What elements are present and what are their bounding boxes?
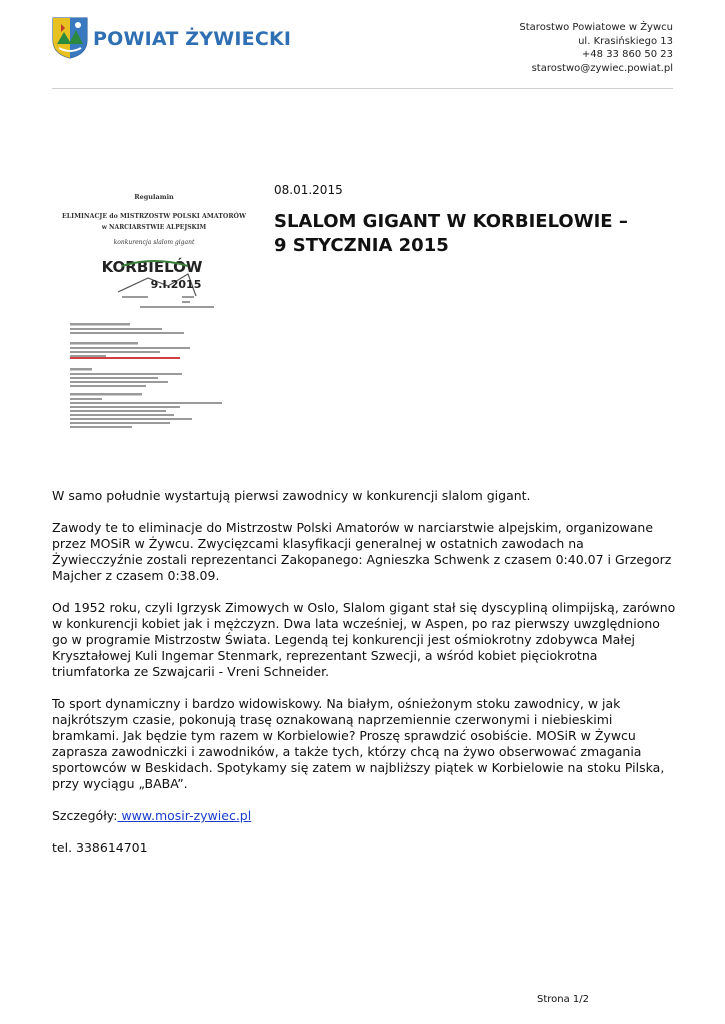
office-email: starostwo@zywiec.powiat.pl bbox=[531, 62, 673, 74]
office-phone: +48 33 860 50 23 bbox=[581, 49, 673, 60]
article-body bbox=[52, 488, 677, 872]
header-divider bbox=[52, 88, 673, 89]
contact-block bbox=[519, 21, 673, 75]
article-date: 08.01.2015 bbox=[274, 183, 343, 197]
office-name: Starostwo Powiatowe w Żywcu bbox=[519, 22, 673, 33]
article-paragraph: Zawody te to eliminacje do Mistrzostw Polski Amatorów w narciarstwie alpejskim, organizowane przez MOSiR w Żywcu. Zwycięzcami klasyfikacji generalnej w ostatnich zawodach na Żywiecczyźnie zostali reprezentanci Zakopanego: Agnieszka Schwenk z czasem 0:40.07 i Grzegorz Majcher z czasem 0:38.09. bbox=[52, 520, 672, 583]
logo bbox=[51, 16, 291, 60]
poster-line: Regulamin bbox=[134, 193, 174, 201]
details-label: Szczegóły: bbox=[52, 808, 118, 823]
poster-line: ELIMINACJE do MISTRZOSTW POLSKI AMATORÓW bbox=[62, 213, 239, 220]
article-paragraph: To sport dynamiczny i bardzo widowiskowy. Na białym, ośnieżonym stoku zawodnicy, w jak najkrótszym czasie, pokonują trasę oznakowaną naprzemiennie czerwonymi i niebieskimi bramkami. Jak będzie tym razem w Korbielowie? Proszę sprawdzić osobiście. MOSiR w Żywcu zaprasza zawodniczki i zawodników, a także tych, którzy chcą na żywo obserwować zmagania sportowców w Beskidach. Spotykamy się zatem w najbliższy piątek w Korbielowie na stoku Pilska, przy wyciągu „BABA”. bbox=[52, 696, 665, 791]
poster-line: KORBIELÓW bbox=[101, 258, 203, 276]
article-paragraph: W samo południe wystartują pierwsi zawodnicy w konkurencji slalom gigant. bbox=[52, 488, 531, 503]
coat-of-arms-icon bbox=[51, 16, 89, 60]
poster-line: konkurencja slalom gigant bbox=[113, 239, 195, 246]
event-poster-image bbox=[56, 178, 252, 440]
article-title: SLALOM GIGANT W KORBIELOWIE – 9 STYCZNIA 2015 bbox=[274, 211, 628, 256]
page-number: Strona 1/2 bbox=[537, 994, 590, 1005]
article-paragraph: Od 1952 roku, czyli Igrzysk Zimowych w Oslo, Slalom gigant stał się dyscypliną olimpijską, zarówno w konkurencji kobiet jak i mężczyzn. Dwa lata wcześniej, w Aspen, po raz pierwszy uwzględniono go w programie Mistrzostw Świata. Legendą tej konkurencji jest ośmiokrotny zdobywca Małej Kryształowej Kuli Ingemar Stenmark, reprezentant Szwecji, a wśród kobiet pięciokrotna triumfatorka ze Szwajcarii - Vreni Schneider. bbox=[52, 600, 676, 679]
brand-name: POWIAT ŻYWIECKI bbox=[93, 28, 292, 50]
mosir-website-link[interactable]: www.mosir-zywiec.pl bbox=[117, 808, 252, 823]
poster-line: 9.I.2015 bbox=[150, 278, 202, 291]
poster-line: w NARCIARSTWIE ALPEJSKIM bbox=[101, 224, 207, 231]
details-line bbox=[52, 808, 677, 824]
phone-line: tel. 338614701 bbox=[52, 840, 148, 855]
office-address: ul. Krasińskiego 13 bbox=[578, 35, 673, 47]
